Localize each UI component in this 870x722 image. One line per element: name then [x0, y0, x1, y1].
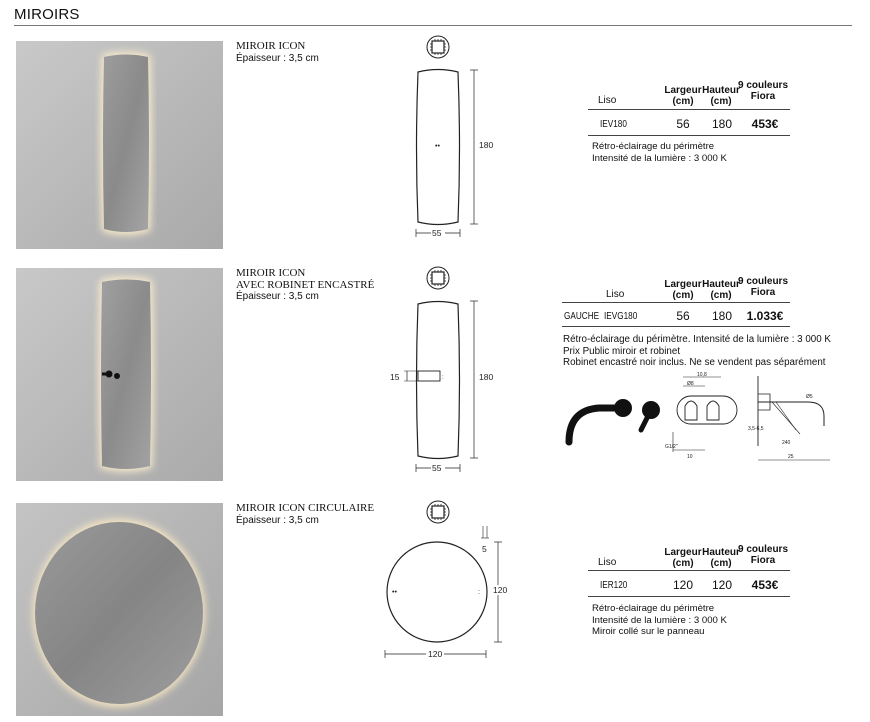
dim-height: 180 [479, 372, 494, 382]
technical-drawing-icon-mirror [400, 34, 500, 244]
dim-d: G1/2" [665, 444, 678, 450]
product-code: IER120 [600, 580, 628, 591]
backlight-icon [427, 36, 449, 58]
product-code: IEVG180 [604, 311, 638, 322]
col-height: Hauteur (cm) [702, 279, 740, 301]
col-height: Hauteur (cm) [702, 85, 740, 107]
dim-depth: 5 [482, 544, 487, 554]
value-price: 453€ [751, 578, 779, 592]
backlight-icon [427, 267, 449, 289]
col-width: Largeur (cm) [664, 85, 702, 107]
header-divider [14, 25, 852, 26]
tap-photo [561, 392, 661, 452]
col-width: Largeur (cm) [664, 547, 702, 569]
dim-tap-height: 15 [390, 372, 400, 382]
product-photo-round-mirror [16, 503, 223, 716]
dim-width: 55 [432, 463, 442, 473]
technical-drawing-round-mirror [380, 498, 510, 666]
product-thickness: Épaisseur : 3,5 cm [236, 515, 319, 526]
product-side: GAUCHE [564, 311, 600, 322]
dim-height: 180 [479, 140, 494, 150]
svg-text::: : [442, 375, 444, 381]
value-price: 453€ [751, 117, 779, 131]
col-colors: 9 couleurs Fiora [737, 80, 789, 102]
price-table-3 [588, 544, 790, 597]
product-photo-icon-mirror [16, 41, 223, 249]
product-notes: Rétro-éclairage du périmètre Intensité de la lumière : 3 000 K Miroir collé sur le panneau [592, 603, 727, 637]
col-finish: Liso [606, 289, 625, 300]
value-height: 180 [711, 117, 733, 131]
tap-front-drawing [663, 372, 743, 464]
svg-text:••: •• [435, 143, 440, 150]
col-colors: 9 couleurs Fiora [737, 544, 789, 566]
svg-text::: : [478, 589, 480, 596]
dim-b: Ø8 [687, 381, 694, 387]
col-finish: Liso [598, 557, 617, 568]
section-title: MIROIRS [14, 6, 80, 23]
dim-width: 120 [428, 649, 443, 659]
svg-text:••: •• [392, 589, 397, 596]
product-photo-icon-mirror-tap [16, 268, 223, 481]
product-name: MIROIR ICON [236, 40, 306, 52]
dim-h: 240 [782, 440, 791, 446]
value-price: 1.033€ [746, 309, 784, 323]
product-thickness: Épaisseur : 3,5 cm [236, 291, 319, 302]
dim-g: Ø5 [806, 394, 813, 400]
dim-f: 25 [788, 454, 794, 460]
price-table-1 [588, 80, 790, 136]
dim-a: 10,8 [697, 372, 707, 378]
dim-height: 120 [493, 585, 508, 595]
value-width: 56 [676, 117, 690, 131]
col-colors: 9 couleurs Fiora [737, 276, 789, 298]
col-width: Largeur (cm) [664, 279, 702, 301]
dim-c: 10 [687, 454, 693, 460]
value-width: 120 [672, 578, 694, 592]
product-notes: Rétro-éclairage du périmètre Intensité de la lumière : 3 000 K [592, 141, 727, 164]
col-finish: Liso [598, 95, 617, 106]
product-thickness: Épaisseur : 3,5 cm [236, 53, 319, 64]
product-name: MIROIR ICON AVEC ROBINET ENCASTRÉ [236, 267, 375, 291]
value-height: 120 [711, 578, 733, 592]
product-code: IEV180 [600, 119, 627, 130]
product-notes: Rétro-éclairage du périmètre. Intensité de la lumière : 3 000 K Prix Public miroir et robinet Robinet encastré noir inclus. Ne se vendent pas séparément [563, 334, 831, 368]
dim-width: 55 [432, 228, 442, 238]
col-height: Hauteur (cm) [702, 547, 740, 569]
product-name: MIROIR ICON CIRCULAIRE [236, 502, 375, 514]
technical-drawing-icon-mirror-tap [384, 264, 500, 479]
backlight-icon [427, 501, 449, 523]
tap-side-drawing [748, 372, 838, 464]
price-table-2 [562, 276, 790, 328]
value-width: 56 [676, 309, 690, 323]
value-height: 180 [711, 309, 733, 323]
dim-e: 3,5-6,5 [748, 426, 764, 432]
